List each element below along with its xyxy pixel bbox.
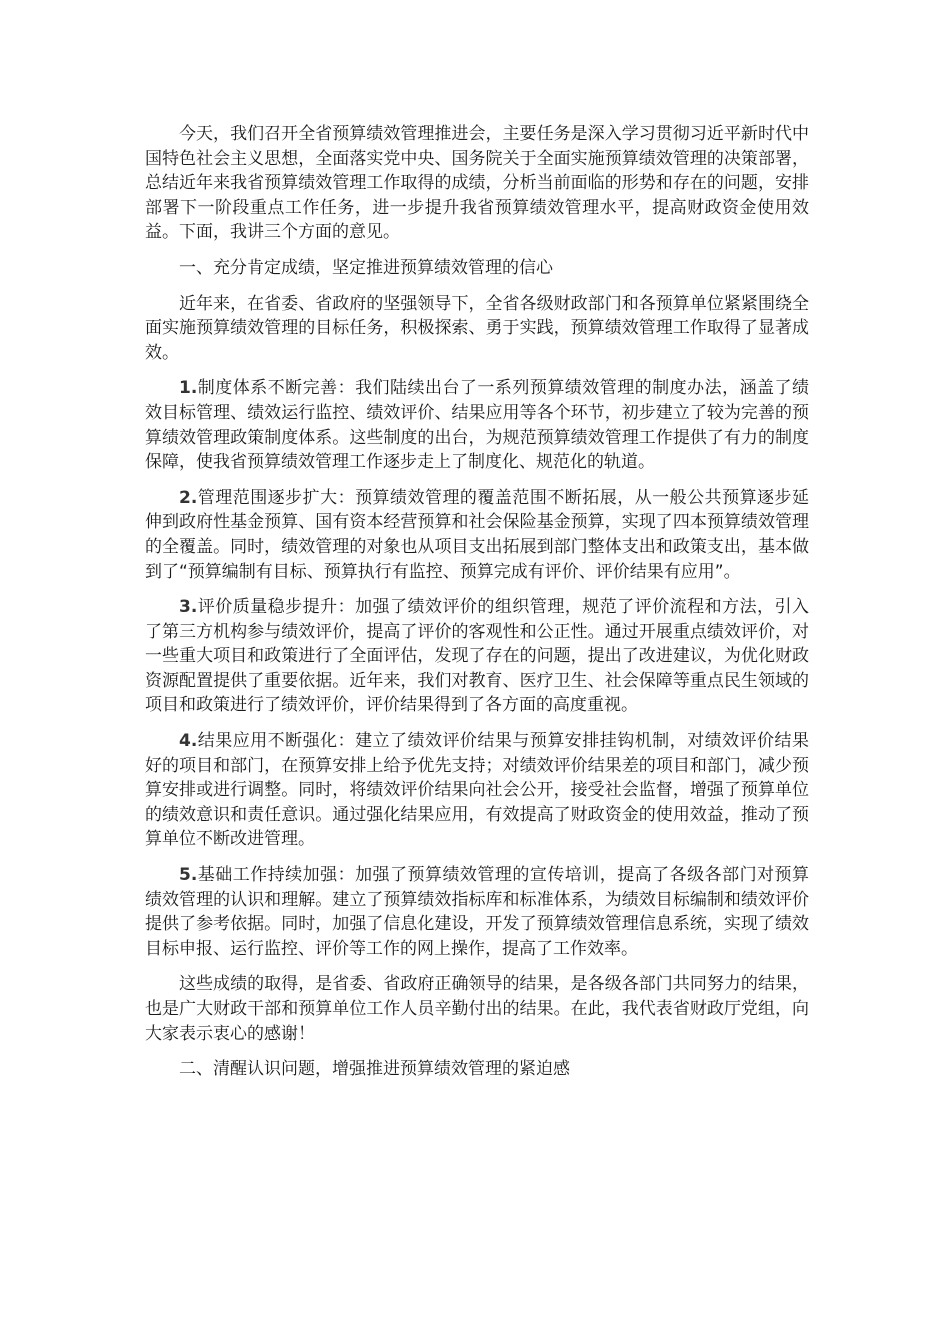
section-1-conclusion: 这些成绩的取得，是省委、省政府正确领导的结果，是各级各部门共同努力的结果，也是广大财政干部和预算单位工作人员辛勤付出的结果。在此，我代表省财政厅党组，向大家表示衷心的感谢！ [145,974,809,1044]
achievement-item-4 [145,729,809,852]
achievement-item-1 [145,376,809,474]
item-number: 1. [179,378,198,399]
section-1-intro: 近年来，在省委、省政府的坚强领导下，全省各级财政部门和各预算单位紧紧围绕全面实施预算绩效管理的目标任务，积极探索、勇于实践，预算绩效管理工作取得了显著成效。 [145,293,809,363]
item-text: 评价质量稳步提升：加强了绩效评价的组织管理，规范了评价流程和方法，引入了第三方机构参与绩效评价，提高了评价的客观性和公正性。通过开展重点绩效评价，对一些重大项目和政策进行了全面评估，发现了存在的问题，提出了改进建议，为优化财政资源配置提供了重要依据。近年来，我们对教育、医疗卫生、社会保障等重点民生领域的项目和政策进行了绩效评价，评价结果得到了各方面的高度重视。 [145,597,809,716]
item-number: 5. [179,865,198,886]
item-number: 2. [179,487,198,508]
achievement-item-3 [145,595,809,718]
item-text: 结果应用不断强化：建立了绩效评价结果与预算安排挂钩机制，对绩效评价结果好的项目和部门，在预算安排上给予优先支持；对绩效评价结果差的项目和部门，减少预算安排或进行调整。同时，将绩效评价结果向社会公开，接受社会监督，增强了预算单位的绩效意识和责任意识。通过强化结果应用，有效提高了财政资金的使用效益，推动了预算单位不断改进管理。 [145,731,809,850]
section-1-heading: 一、充分肯定成绩，坚定推进预算绩效管理的信心 [179,257,553,278]
item-number: 3. [179,597,198,618]
document-body [145,122,809,1093]
achievement-item-2 [145,486,809,584]
item-text: 基础工作持续加强：加强了预算绩效管理的宣传培训，提高了各级各部门对预算绩效管理的认识和理解。建立了预算绩效指标库和标准体系，为绩效目标编制和绩效评价提供了参考依据。同时，加强了信息化建设，开发了预算绩效管理信息系统，实现了绩效目标申报、运行监控、评价等工作的网上操作，提高了工作效率。 [145,865,809,959]
item-text: 制度体系不断完善：我们陆续出台了一系列预算绩效管理的制度办法，涵盖了绩效目标管理、绩效运行监控、绩效评价、结果应用等各个环节，初步建立了较为完善的预算绩效管理政策制度体系。这些制度的出台，为规范预算绩效管理工作提供了有力的制度保障，使我省预算绩效管理工作逐步走上了制度化、规范化的轨道。 [145,378,809,473]
section-2-heading: 二、清醒认识问题，增强推进预算绩效管理的紧迫感 [179,1059,570,1080]
intro-paragraph: 今天，我们召开全省预算绩效管理推进会，主要任务是深入学习贯彻习近平新时代中国特色社会主义思想，全面落实党中央、国务院关于全面实施预算绩效管理的决策部署，总结近年来我省预算绩效管理工作取得的成绩，分析当前面临的形势和存在的问题，安排部署下一阶段重点工作任务，进一步提升我省预算绩效管理水平，提高财政资金使用效益。下面，我讲三个方面的意见。 [145,124,809,243]
item-number: 4. [179,731,198,752]
achievement-item-5 [145,863,809,961]
item-text: 管理范围逐步扩大：预算绩效管理的覆盖范围不断拓展，从一般公共预算逐步延伸到政府性基金预算、国有资本经营预算和社会保险基金预算，实现了四本预算绩效管理的全覆盖。同时，绩效管理的对象也从项目支出拓展到部门整体支出和政策支出，基本做到了“预算编制有目标、预算执行有监控、预算完成有评价、评价结果有应用”。 [145,487,809,582]
